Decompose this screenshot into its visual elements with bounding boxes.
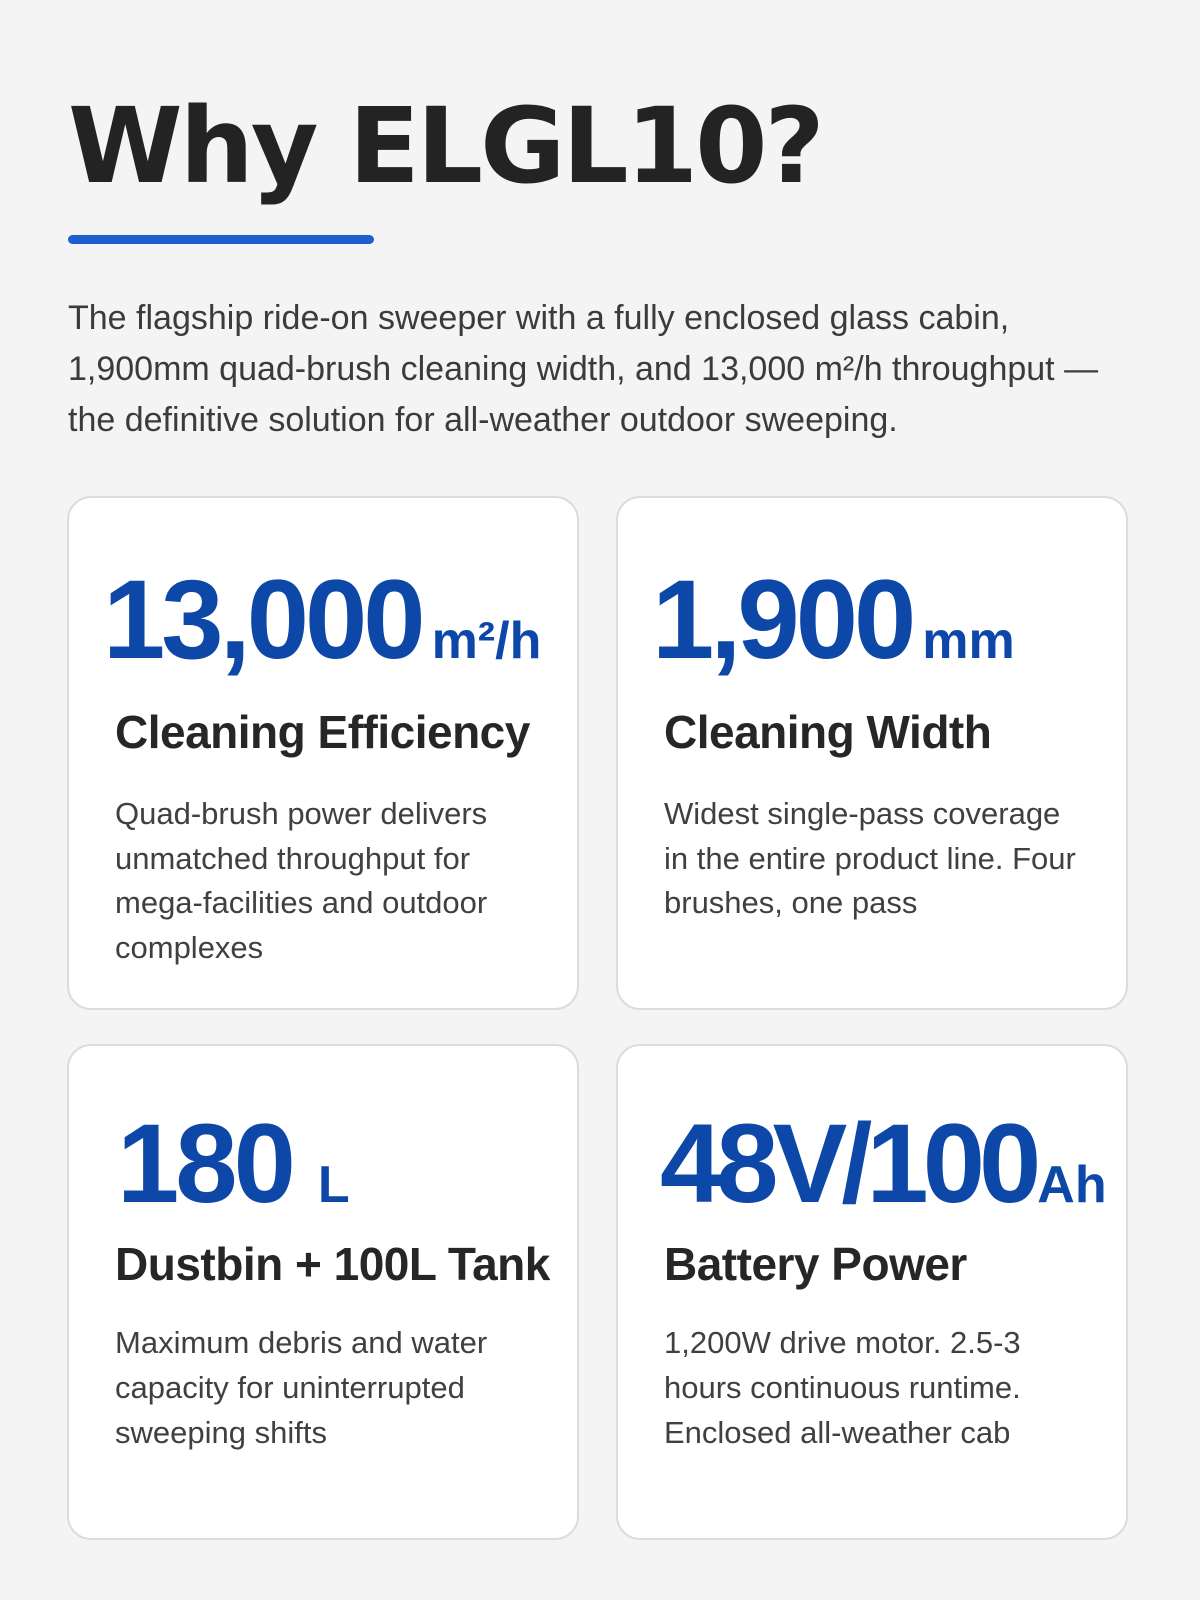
stat-value <box>103 558 541 682</box>
feature-label: Battery Power <box>664 1238 967 1290</box>
feature-label: Cleaning Efficiency <box>115 706 530 758</box>
stat-value <box>117 1102 350 1226</box>
stat-unit: m²/h <box>431 612 542 670</box>
feature-card-battery-power <box>616 1044 1128 1540</box>
feature-description: Maximum debris and water capacity for uninterrupted sweeping shifts <box>115 1325 488 1450</box>
stat-value <box>660 1102 1107 1226</box>
stat-number: 1,900 <box>652 557 913 682</box>
feature-description: Quad-brush power delivers unmatched throughput for mega-facilities and outdoor complexes <box>115 796 488 965</box>
feature-description: Widest single-pass coverage in the entire product line. Four brushes, one pass <box>664 796 1076 920</box>
page-title: Why ELGL10? <box>68 85 822 207</box>
stat-unit: mm <box>922 612 1015 670</box>
feature-card-dustbin <box>67 1044 579 1540</box>
stat-value <box>652 558 1015 682</box>
intro-paragraph: The flagship ride-on sweeper with a fully enclosed glass cabin, 1,900mm quad-brush cleaning width, and 13,000 m²/h throughput — the definitive solution for all-weather outdoor sweeping. <box>68 299 1099 439</box>
feature-label: Dustbin + 100L Tank <box>115 1238 550 1290</box>
stat-unit: Ah <box>1037 1156 1107 1214</box>
feature-card-cleaning-efficiency <box>67 496 579 1010</box>
feature-card-cleaning-width <box>616 496 1128 1010</box>
stat-number: 48V/100 <box>660 1101 1036 1226</box>
stat-number: 180 <box>117 1101 292 1226</box>
feature-label: Cleaning Width <box>664 706 992 758</box>
stat-unit: L <box>317 1156 350 1214</box>
stat-number: 13,000 <box>103 557 422 682</box>
title-underline <box>68 235 374 244</box>
feature-description: 1,200W drive motor. 2.5-3 hours continuous runtime. Enclosed all-weather cab <box>664 1325 1021 1450</box>
